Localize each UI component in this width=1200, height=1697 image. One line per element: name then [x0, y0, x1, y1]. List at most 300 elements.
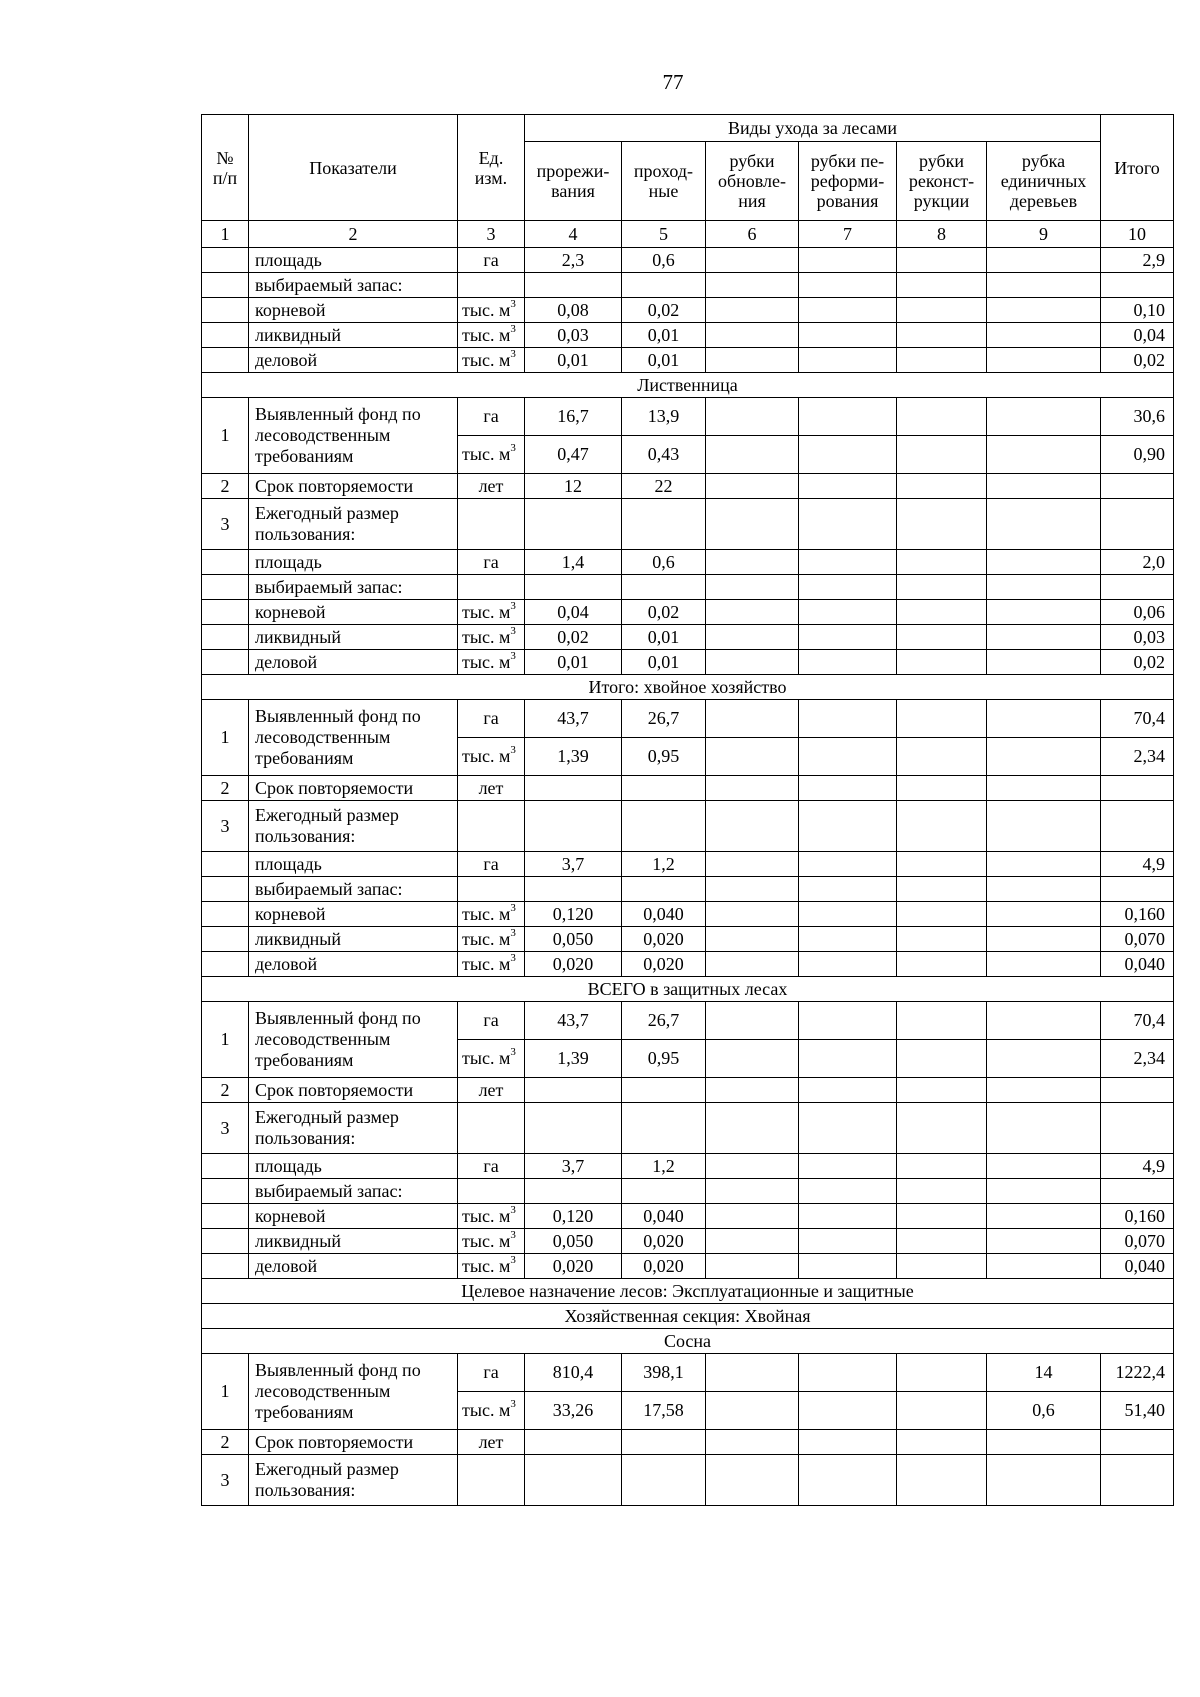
row-number — [202, 248, 249, 273]
unit-text: га — [483, 853, 499, 874]
value-cell — [987, 902, 1101, 927]
value-cell — [706, 1078, 799, 1103]
unit-cell — [458, 801, 525, 852]
unit-cell — [458, 550, 525, 575]
unit-cell — [458, 298, 525, 323]
value-cell: 0,020 — [622, 927, 706, 952]
unit-text: лет — [478, 1431, 504, 1452]
value-cell — [622, 1103, 706, 1154]
unit-cell — [458, 1204, 525, 1229]
indicator-label: корневой — [249, 600, 458, 625]
unit-text: тыс. м — [462, 1048, 511, 1068]
value-cell: 0,050 — [525, 927, 622, 952]
value-cell: 0,120 — [525, 902, 622, 927]
indicator-label: Ежегодный размер пользования: — [249, 499, 458, 550]
value-cell — [706, 1430, 799, 1455]
unit-text: га — [483, 1155, 499, 1176]
value-cell: 0,02 — [525, 625, 622, 650]
value-cell — [799, 650, 897, 675]
row-number — [202, 852, 249, 877]
value-cell — [987, 1229, 1101, 1254]
indicator-label: площадь — [249, 550, 458, 575]
value-cell — [987, 776, 1101, 801]
indicator-label: выбираемый запас: — [249, 273, 458, 298]
value-cell — [799, 1254, 897, 1279]
value-cell — [897, 1204, 987, 1229]
value-cell — [987, 436, 1101, 474]
unit-text: тыс. м — [462, 1255, 511, 1276]
header-col-number: 10 — [1101, 221, 1174, 248]
value-cell: 43,7 — [525, 1002, 622, 1040]
row-number — [202, 575, 249, 600]
value-cell — [897, 499, 987, 550]
value-cell — [897, 298, 987, 323]
value-cell: 14 — [987, 1354, 1101, 1392]
value-cell — [706, 474, 799, 499]
header-col-number: 7 — [799, 221, 897, 248]
value-cell: 43,7 — [525, 700, 622, 738]
unit-text: тыс. м — [462, 953, 511, 974]
unit-cell — [458, 852, 525, 877]
value-cell — [799, 474, 897, 499]
unit-text: тыс. м — [462, 349, 511, 370]
value-cell — [799, 1430, 897, 1455]
value-cell — [706, 1040, 799, 1078]
value-cell — [987, 348, 1101, 373]
value-cell — [706, 298, 799, 323]
indicator-label: ликвидный — [249, 323, 458, 348]
value-cell — [706, 1002, 799, 1040]
value-cell: 0,050 — [525, 1229, 622, 1254]
total-cell: 0,10 — [1101, 298, 1174, 323]
unit-text: га — [483, 551, 499, 572]
row-number — [202, 1179, 249, 1204]
value-cell — [799, 1154, 897, 1179]
indicator-label: площадь — [249, 248, 458, 273]
unit-cell — [458, 1040, 525, 1078]
row-number — [202, 952, 249, 977]
value-cell — [799, 600, 897, 625]
section-heading: ВСЕГО в защитных лесах — [202, 977, 1174, 1002]
value-cell — [799, 877, 897, 902]
value-cell — [622, 499, 706, 550]
total-cell: 0,02 — [1101, 650, 1174, 675]
unit-text: лет — [478, 475, 504, 496]
value-cell — [622, 1179, 706, 1204]
value-cell — [525, 1103, 622, 1154]
value-cell: 1,39 — [525, 1040, 622, 1078]
indicator-label: выбираемый запас: — [249, 877, 458, 902]
row-number — [202, 902, 249, 927]
unit-text: га — [483, 249, 499, 270]
row-number — [202, 348, 249, 373]
unit-exponent: 3 — [510, 442, 516, 454]
value-cell — [987, 650, 1101, 675]
unit-cell — [458, 575, 525, 600]
value-cell: 2,3 — [525, 248, 622, 273]
total-cell — [1101, 1078, 1174, 1103]
total-cell — [1101, 474, 1174, 499]
total-cell: 0,160 — [1101, 1204, 1174, 1229]
value-cell — [897, 902, 987, 927]
value-cell — [799, 575, 897, 600]
header-no: № п/п — [202, 115, 249, 221]
value-cell — [799, 298, 897, 323]
value-cell — [897, 348, 987, 373]
value-cell — [799, 801, 897, 852]
value-cell — [897, 852, 987, 877]
indicator-label: площадь — [249, 852, 458, 877]
value-cell — [987, 1430, 1101, 1455]
value-cell — [706, 600, 799, 625]
unit-cell — [458, 625, 525, 650]
value-cell — [706, 738, 799, 776]
value-cell — [897, 877, 987, 902]
row-number: 1 — [202, 1002, 249, 1078]
value-cell: 12 — [525, 474, 622, 499]
total-cell — [1101, 801, 1174, 852]
value-cell — [897, 1154, 987, 1179]
unit-exponent: 3 — [510, 624, 516, 637]
value-cell — [987, 1002, 1101, 1040]
value-cell: 13,9 — [622, 398, 706, 436]
row-number: 2 — [202, 776, 249, 801]
header-care-types: Виды ухода за лесами — [525, 115, 1101, 142]
value-cell — [706, 323, 799, 348]
unit-text: тыс. м — [462, 444, 511, 464]
value-cell: 0,01 — [622, 625, 706, 650]
value-cell — [799, 738, 897, 776]
value-cell — [706, 625, 799, 650]
row-number — [202, 1154, 249, 1179]
value-cell: 0,01 — [622, 650, 706, 675]
header-col-number: 1 — [202, 221, 249, 248]
forest-care-table — [201, 114, 1174, 1506]
value-cell — [987, 700, 1101, 738]
unit-exponent: 3 — [510, 347, 516, 360]
unit-cell — [458, 776, 525, 801]
value-cell — [987, 575, 1101, 600]
value-cell — [987, 852, 1101, 877]
value-cell — [525, 877, 622, 902]
value-cell — [799, 1455, 897, 1506]
unit-cell — [458, 474, 525, 499]
total-cell: 70,4 — [1101, 1002, 1174, 1040]
header-col-number: 2 — [249, 221, 458, 248]
total-cell — [1101, 776, 1174, 801]
indicator-label: Срок повторяемости — [249, 1430, 458, 1455]
indicator-label: деловой — [249, 650, 458, 675]
value-cell: 0,120 — [525, 1204, 622, 1229]
value-cell — [706, 273, 799, 298]
header-indicator: Показатели — [249, 115, 458, 221]
unit-text: га — [483, 1010, 499, 1030]
value-cell — [622, 877, 706, 902]
unit-cell — [458, 1103, 525, 1154]
value-cell — [525, 1455, 622, 1506]
value-cell — [706, 776, 799, 801]
unit-cell — [458, 1229, 525, 1254]
value-cell — [987, 499, 1101, 550]
value-cell — [525, 1078, 622, 1103]
value-cell: 0,040 — [622, 902, 706, 927]
row-number: 3 — [202, 1455, 249, 1506]
row-number — [202, 600, 249, 625]
value-cell — [987, 952, 1101, 977]
value-cell — [897, 738, 987, 776]
value-cell: 0,03 — [525, 323, 622, 348]
indicator-label: Выявленный фонд по лесоводственным требованиям — [249, 398, 458, 474]
row-number — [202, 650, 249, 675]
value-cell: 0,04 — [525, 600, 622, 625]
unit-text: тыс. м — [462, 746, 511, 766]
total-cell: 4,9 — [1101, 852, 1174, 877]
value-cell: 0,020 — [622, 1229, 706, 1254]
value-cell — [897, 1040, 987, 1078]
unit-cell — [458, 700, 525, 738]
header-type-5: рубки реконст- рукции — [897, 142, 987, 221]
total-cell: 30,6 — [1101, 398, 1174, 436]
row-number: 3 — [202, 801, 249, 852]
indicator-label: корневой — [249, 1204, 458, 1229]
value-cell: 1,4 — [525, 550, 622, 575]
unit-text: тыс. м — [462, 928, 511, 949]
unit-exponent: 3 — [510, 744, 516, 756]
indicator-label: Выявленный фонд по лесоводственным требованиям — [249, 1002, 458, 1078]
total-cell: 0,070 — [1101, 927, 1174, 952]
unit-exponent: 3 — [510, 599, 516, 612]
indicator-label: Ежегодный размер пользования: — [249, 1103, 458, 1154]
value-cell: 0,08 — [525, 298, 622, 323]
value-cell — [897, 474, 987, 499]
value-cell — [799, 625, 897, 650]
value-cell — [987, 474, 1101, 499]
value-cell — [897, 1254, 987, 1279]
value-cell — [706, 1154, 799, 1179]
value-cell — [987, 398, 1101, 436]
value-cell — [987, 801, 1101, 852]
row-number — [202, 550, 249, 575]
row-number — [202, 1254, 249, 1279]
unit-exponent: 3 — [510, 901, 516, 914]
total-cell — [1101, 1103, 1174, 1154]
total-cell: 0,160 — [1101, 902, 1174, 927]
unit-exponent: 3 — [510, 1203, 516, 1216]
row-number: 1 — [202, 398, 249, 474]
value-cell — [987, 273, 1101, 298]
indicator-label: корневой — [249, 902, 458, 927]
value-cell: 0,6 — [622, 550, 706, 575]
header-col-number: 5 — [622, 221, 706, 248]
value-cell — [525, 273, 622, 298]
unit-text: тыс. м — [462, 1400, 511, 1420]
value-cell — [897, 700, 987, 738]
indicator-label: площадь — [249, 1154, 458, 1179]
unit-exponent: 3 — [510, 322, 516, 335]
value-cell — [706, 801, 799, 852]
indicator-label: деловой — [249, 1254, 458, 1279]
unit-cell — [458, 927, 525, 952]
value-cell — [706, 927, 799, 952]
value-cell — [799, 952, 897, 977]
unit-cell — [458, 1430, 525, 1455]
value-cell — [987, 1078, 1101, 1103]
value-cell — [525, 575, 622, 600]
value-cell — [706, 499, 799, 550]
value-cell — [622, 1430, 706, 1455]
value-cell — [799, 1078, 897, 1103]
section-heading: Хозяйственная секция: Хвойная — [202, 1304, 1174, 1329]
value-cell — [622, 273, 706, 298]
value-cell — [799, 273, 897, 298]
value-cell — [799, 1229, 897, 1254]
value-cell — [897, 1229, 987, 1254]
value-cell: 0,020 — [525, 952, 622, 977]
value-cell — [897, 436, 987, 474]
unit-text: лет — [478, 1079, 504, 1100]
value-cell: 0,020 — [525, 1254, 622, 1279]
value-cell — [525, 1179, 622, 1204]
value-cell — [706, 550, 799, 575]
value-cell: 0,01 — [622, 323, 706, 348]
value-cell — [799, 776, 897, 801]
value-cell — [706, 1229, 799, 1254]
value-cell: 33,26 — [525, 1392, 622, 1430]
unit-cell — [458, 1154, 525, 1179]
value-cell — [706, 248, 799, 273]
value-cell: 0,47 — [525, 436, 622, 474]
unit-text: лет — [478, 777, 504, 798]
value-cell — [897, 1002, 987, 1040]
value-cell: 0,43 — [622, 436, 706, 474]
unit-cell — [458, 398, 525, 436]
value-cell — [799, 927, 897, 952]
unit-cell — [458, 877, 525, 902]
header-col-number: 4 — [525, 221, 622, 248]
total-cell — [1101, 877, 1174, 902]
section-heading: Лиственница — [202, 373, 1174, 398]
value-cell — [525, 801, 622, 852]
value-cell: 0,01 — [525, 650, 622, 675]
row-number — [202, 298, 249, 323]
value-cell: 810,4 — [525, 1354, 622, 1392]
value-cell — [706, 952, 799, 977]
unit-cell — [458, 1002, 525, 1040]
unit-text: га — [483, 1362, 499, 1382]
value-cell — [525, 776, 622, 801]
value-cell — [706, 650, 799, 675]
unit-cell — [458, 738, 525, 776]
indicator-label: ликвидный — [249, 625, 458, 650]
total-cell — [1101, 1430, 1174, 1455]
unit-text: тыс. м — [462, 651, 511, 672]
indicator-label: Срок повторяемости — [249, 1078, 458, 1103]
indicator-label: выбираемый запас: — [249, 1179, 458, 1204]
row-number — [202, 927, 249, 952]
value-cell: 3,7 — [525, 852, 622, 877]
value-cell — [799, 1354, 897, 1392]
row-number: 1 — [202, 1354, 249, 1430]
value-cell — [706, 1204, 799, 1229]
value-cell: 0,02 — [622, 298, 706, 323]
unit-cell — [458, 273, 525, 298]
total-cell: 0,02 — [1101, 348, 1174, 373]
total-cell: 0,04 — [1101, 323, 1174, 348]
total-cell: 2,9 — [1101, 248, 1174, 273]
unit-text: тыс. м — [462, 903, 511, 924]
total-cell: 2,34 — [1101, 738, 1174, 776]
value-cell — [799, 700, 897, 738]
unit-text: га — [483, 708, 499, 728]
value-cell — [987, 738, 1101, 776]
value-cell — [622, 1078, 706, 1103]
indicator-label: Выявленный фонд по лесоводственным требованиям — [249, 1354, 458, 1430]
indicator-label: выбираемый запас: — [249, 575, 458, 600]
value-cell — [897, 801, 987, 852]
unit-cell — [458, 499, 525, 550]
value-cell — [799, 852, 897, 877]
total-cell: 2,34 — [1101, 1040, 1174, 1078]
indicator-label: Срок повторяемости — [249, 474, 458, 499]
value-cell — [706, 852, 799, 877]
value-cell: 1,2 — [622, 1154, 706, 1179]
unit-exponent: 3 — [510, 649, 516, 662]
value-cell: 0,020 — [622, 1254, 706, 1279]
value-cell — [706, 902, 799, 927]
value-cell — [987, 298, 1101, 323]
value-cell — [987, 1103, 1101, 1154]
value-cell — [897, 600, 987, 625]
unit-cell — [458, 323, 525, 348]
value-cell — [525, 1430, 622, 1455]
row-number: 2 — [202, 1430, 249, 1455]
unit-exponent: 3 — [510, 926, 516, 939]
unit-cell — [458, 600, 525, 625]
value-cell — [706, 1392, 799, 1430]
unit-exponent: 3 — [510, 1253, 516, 1266]
value-cell — [987, 248, 1101, 273]
value-cell — [799, 436, 897, 474]
total-cell: 0,90 — [1101, 436, 1174, 474]
value-cell — [987, 1179, 1101, 1204]
header-col-number: 9 — [987, 221, 1101, 248]
value-cell — [799, 499, 897, 550]
value-cell — [799, 323, 897, 348]
unit-cell — [458, 348, 525, 373]
header-col-number: 3 — [458, 221, 525, 248]
value-cell — [987, 600, 1101, 625]
header-unit: Ед. изм. — [458, 115, 525, 221]
value-cell — [799, 550, 897, 575]
unit-cell — [458, 1455, 525, 1506]
value-cell — [897, 1430, 987, 1455]
total-cell — [1101, 575, 1174, 600]
value-cell — [987, 625, 1101, 650]
value-cell — [706, 877, 799, 902]
unit-cell — [458, 436, 525, 474]
value-cell — [897, 1179, 987, 1204]
value-cell — [897, 323, 987, 348]
value-cell — [897, 625, 987, 650]
value-cell — [897, 776, 987, 801]
unit-cell — [458, 1078, 525, 1103]
indicator-label: деловой — [249, 348, 458, 373]
value-cell — [987, 1455, 1101, 1506]
value-cell: 0,6 — [622, 248, 706, 273]
value-cell: 26,7 — [622, 700, 706, 738]
unit-exponent: 3 — [510, 1398, 516, 1410]
unit-exponent: 3 — [510, 1228, 516, 1241]
